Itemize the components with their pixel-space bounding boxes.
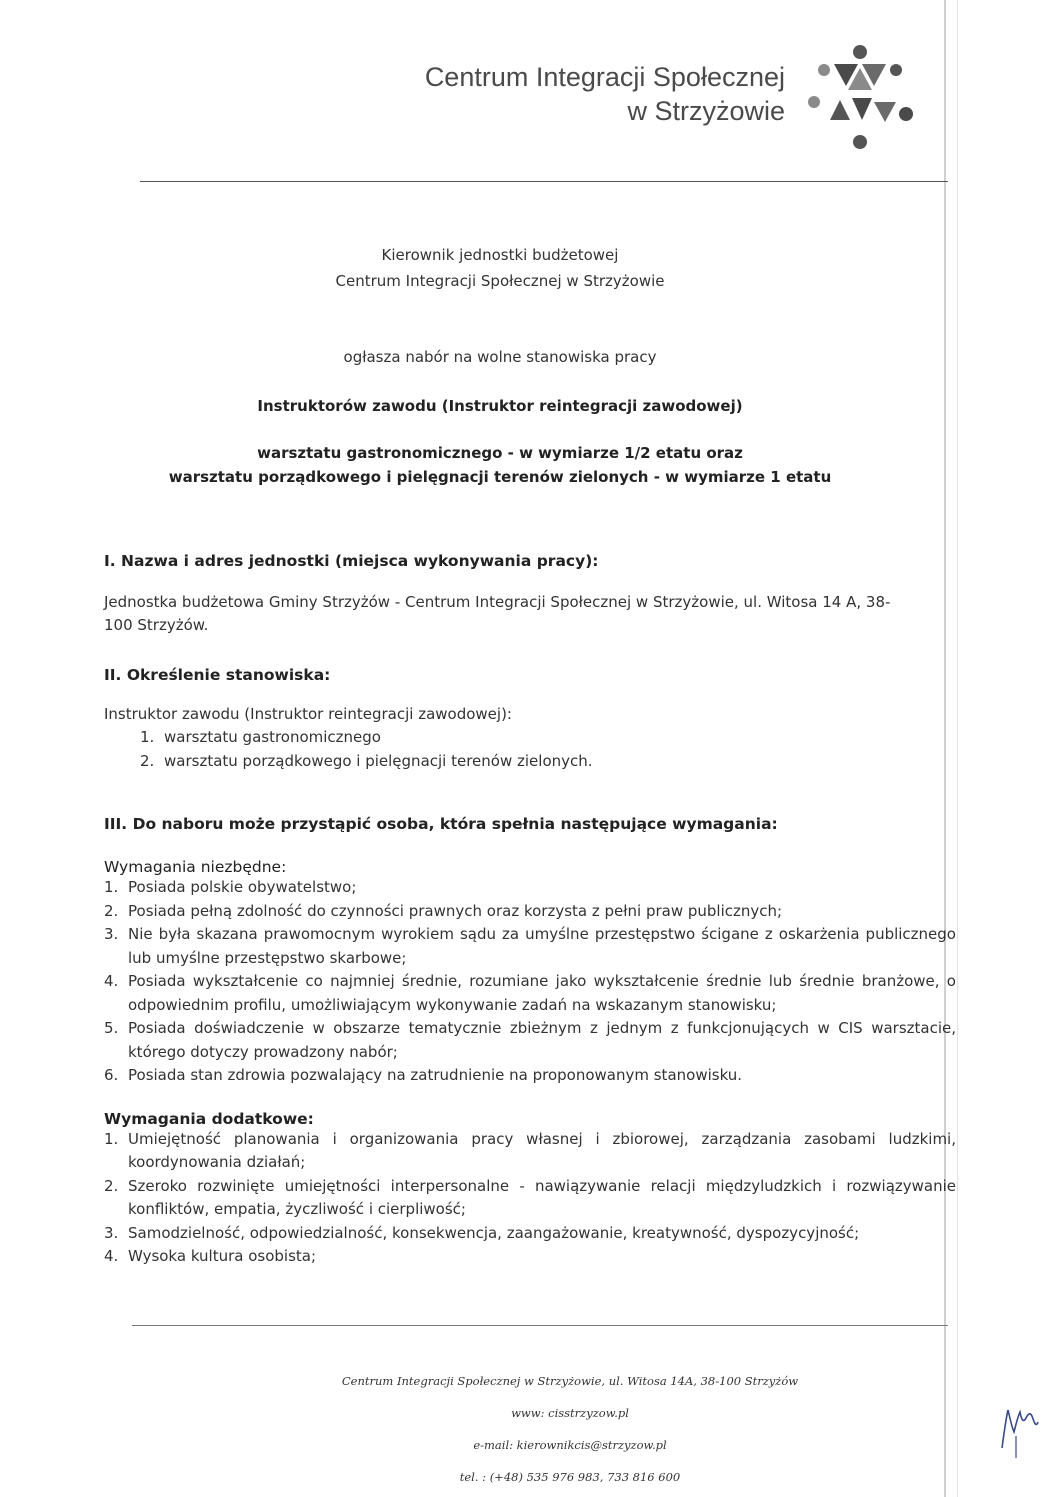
required-heading: Wymagania niezbędne: <box>104 858 287 876</box>
list-item: 3. Samodzielność, odpowiedzialność, konsekwencja, zaangażowanie, kreatywność, dyspozycyjność; <box>104 1223 860 1242</box>
section-1-text-line-1: Jednostka budżetowa Gminy Strzyżów - Centrum Integracji Społecznej w Strzyżowie, ul. Witosa 14 A, 38- <box>104 593 891 611</box>
list-item: 1. Umiejętność planowania i organizowania pracy własnej i zbiorowej, zarządzania zasobami ludzkimi, koordynowania działań; <box>104 1129 956 1171</box>
section-1-heading: I. Nazwa i adres jednostki (miejsca wykonywania pracy): <box>104 552 599 570</box>
list-item: 4. Wysoka kultura osobista; <box>104 1247 317 1265</box>
section-2-intro: Instruktor zawodu (Instruktor reintegracji zawodowej): <box>104 705 512 723</box>
announcement-line-3: ogłasza nabór na wolne stanowiska pracy <box>343 348 657 366</box>
section-3 <box>104 815 956 1269</box>
list-item: 5. Posiada doświadczenie w obszarze tematycznie zbieżnym z jednym z funkcjonujących w CIS warsztacie, którego dotyczy prowadzony nabór; <box>104 1019 956 1061</box>
section-3-heading: III. Do naboru może przystąpić osoba, która spełnia następujące wymagania: <box>104 815 778 833</box>
announcement-positions <box>140 441 860 489</box>
list-item: 1. warsztatu gastronomicznego <box>140 728 381 746</box>
announcement-line-6: warsztatu porządkowego i pielęgnacji terenów zielonych - w wymiarze 1 etatu <box>168 468 832 486</box>
announcement-title: Instruktorów zawodu (Instruktor reintegracji zawodowej) <box>257 397 743 415</box>
announcement-line-2: Centrum Integracji Społecznej w Strzyżowie <box>335 272 665 290</box>
footer-website: www: cisstrzyzow.pl <box>511 1406 629 1420</box>
handwritten-initials-icon <box>996 1388 1046 1463</box>
org-title-line1: Centrum Integracji Społecznej <box>424 62 785 92</box>
list-item: 6. Posiada stan zdrowia pozwalający na zatrudnienie na proponowanym stanowisku. <box>104 1066 743 1084</box>
announcement-line-5: warsztatu gastronomicznego - w wymiarze 1/2 etatu oraz <box>257 444 743 462</box>
announcement-line-1: Kierownik jednostki budżetowej <box>381 246 619 264</box>
header-divider <box>140 181 948 182</box>
section-2 <box>104 666 964 773</box>
footer-phone: tel. : (+48) 535 976 983, 733 816 600 <box>459 1470 681 1484</box>
additional-list <box>104 1128 956 1269</box>
announcement-issuer <box>140 242 860 294</box>
list-item: 1. Posiada polskie obywatelstwo; <box>104 878 357 896</box>
list-item: 2. warsztatu porządkowego i pielęgnacji terenów zielonych. <box>140 751 593 770</box>
additional-heading: Wymagania dodatkowe: <box>104 1109 314 1128</box>
required-list <box>104 876 956 1088</box>
position-list <box>104 726 964 773</box>
org-title-line2: w Strzyżowie <box>627 96 785 126</box>
org-title <box>345 60 785 128</box>
list-item: 4. Posiada wykształcenie co najmniej średnie, rozumiane jako wykształcenie średnie lub średnie branżowe, o odpowiednim profilu, umożliwiającym wykonywanie zadań na wskazanym stanowisku; <box>104 972 956 1014</box>
footer-address: Centrum Integracji Społecznej w Strzyżowie, ul. Witosa 14A, 38-100 Strzyżów <box>341 1374 799 1388</box>
section-1-text-line-2: 100 Strzyżów. <box>104 616 209 634</box>
section-2-heading: II. Określenie stanowiska: <box>104 666 331 684</box>
cis-logo-icon <box>800 42 920 154</box>
section-1 <box>104 552 964 637</box>
list-item: 2. Szeroko rozwinięte umiejętności interpersonalne - nawiązywanie relacji międzyludzkich i rozwiązywanie konfliktów, empatia, życzliwość i cierpliwość; <box>104 1176 956 1218</box>
footer-divider <box>132 1325 948 1326</box>
list-item: 3. Nie była skazana prawomocnym wyrokiem sądu za umyślne przestępstwo ścigane z oskarżenia publicznego lub umyślne przestępstwo skarbowe; <box>104 925 956 967</box>
footer-email: e-mail: kierownikcis@strzyzow.pl <box>473 1438 667 1452</box>
list-item: 2. Posiada pełną zdolność do czynności prawnych oraz korzysta z pełni praw publicznych; <box>104 901 783 920</box>
